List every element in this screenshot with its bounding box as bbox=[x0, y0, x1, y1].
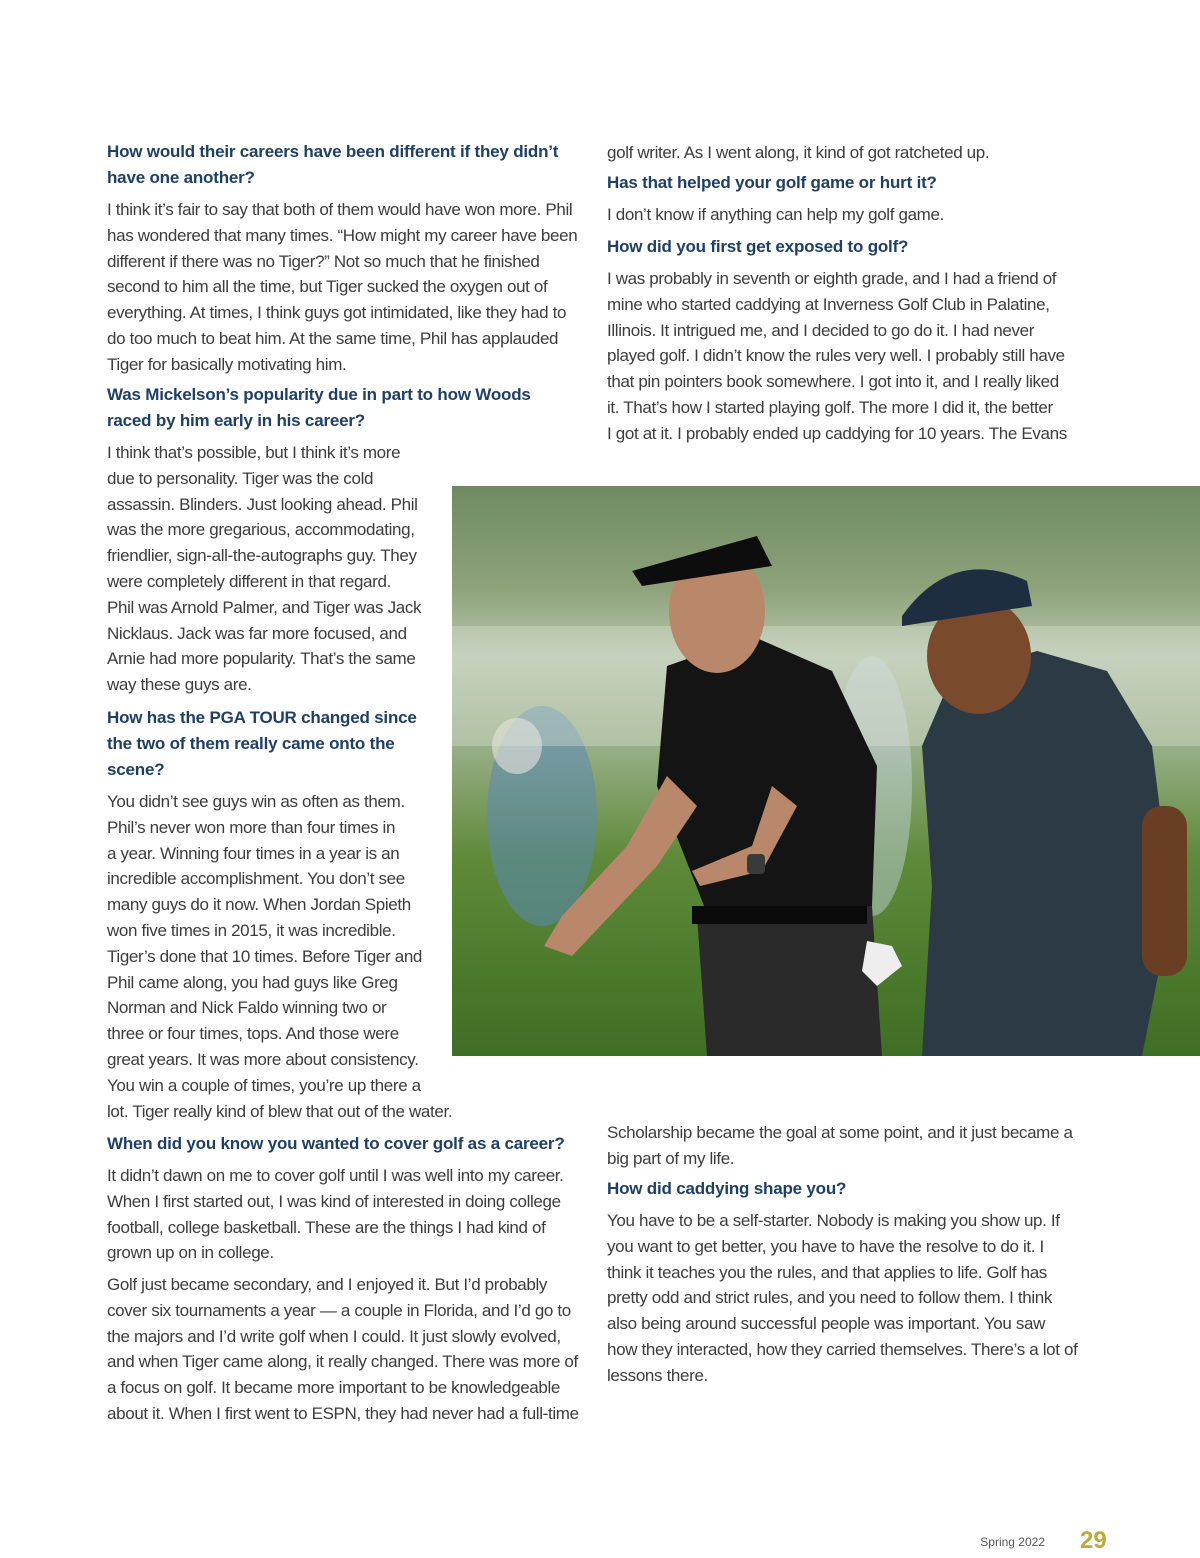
text-line: How has the PGA TOUR changed since bbox=[107, 708, 417, 727]
text-line: raced by him early in his career? bbox=[107, 411, 365, 430]
text-line: and when Tiger came along, it really changed. There was more of bbox=[107, 1352, 578, 1372]
text-line: incredible accomplishment. You don’t see bbox=[107, 869, 405, 889]
text-line: lot. Tiger really kind of blew that out of the water. bbox=[107, 1101, 453, 1121]
text-line: How did caddying shape you? bbox=[607, 1179, 847, 1198]
text-line: were completely different in that regard. bbox=[107, 571, 391, 591]
answer-golf-writer-continued bbox=[607, 140, 989, 166]
golfers-illustration bbox=[452, 486, 1200, 1056]
text-line: How did you first get exposed to golf? bbox=[607, 237, 909, 256]
text-line: mine who started caddying at Inverness Golf Club in Palatine, bbox=[607, 294, 1050, 314]
answer-evans-scholarship bbox=[607, 1120, 1073, 1172]
text-line: Nicklaus. Jack was far more focused, and bbox=[107, 623, 407, 643]
text-line: that pin pointers book somewhere. I got into it, and I really liked bbox=[607, 372, 1059, 392]
golfers-photo bbox=[452, 486, 1200, 1056]
text-line: I don’t know if anything can help my golf game. bbox=[607, 205, 944, 224]
text-line: football, college basketball. These are the things I had kind of bbox=[107, 1217, 546, 1237]
text-line: Tiger’s done that 10 times. Before Tiger and bbox=[107, 946, 423, 966]
text-line: a year. Winning four times in a year is an bbox=[107, 843, 400, 863]
text-line: played golf. I didn’t know the rules very well. I probably still have bbox=[607, 346, 1065, 366]
answer-helped-golf-game bbox=[607, 202, 944, 228]
text-line: how they interacted, how they carried themselves. There’s a lot of bbox=[607, 1339, 1078, 1359]
answer-careers-different bbox=[107, 197, 577, 378]
text-line: Has that helped your golf game or hurt it? bbox=[607, 173, 937, 192]
question-exposed-to-golf bbox=[607, 234, 908, 260]
text-line: was the more gregarious, accommodating, bbox=[107, 520, 415, 540]
answer-mickelson-popularity bbox=[107, 440, 421, 698]
text-line: Illinois. It intrigued me, and I decided to go do it. I had never bbox=[607, 320, 1035, 340]
text-line: big part of my life. bbox=[607, 1148, 735, 1168]
text-line: Phil came along, you had guys like Greg bbox=[107, 972, 398, 992]
text-line: the majors and I’d write golf when I could. It just slowly evolved, bbox=[107, 1326, 561, 1346]
text-line: cover six tournaments a year — a couple in Florida, and I’d go to bbox=[107, 1300, 571, 1320]
page-number: 29 bbox=[1080, 1527, 1107, 1554]
text-line: friendlier, sign-all-the-autographs guy. They bbox=[107, 546, 417, 566]
answer-pga-tour-changed bbox=[107, 789, 452, 1124]
text-line: the two of them really came onto the bbox=[107, 734, 395, 753]
text-line: Was Mickelson’s popularity due in part to how Woods bbox=[107, 385, 531, 404]
text-line: Tiger for basically motivating him. bbox=[107, 354, 347, 374]
text-line: Phil’s never won more than four times in bbox=[107, 817, 396, 837]
answer-golf-secondary bbox=[107, 1272, 579, 1427]
text-line: think it teaches you the rules, and that applies to life. Golf has bbox=[607, 1262, 1047, 1282]
question-caddying-shape bbox=[607, 1176, 846, 1202]
text-line: assassin. Blinders. Just looking ahead. Phil bbox=[107, 494, 418, 514]
question-pga-tour-changed bbox=[107, 705, 417, 783]
text-line: second to him all the time, but Tiger sucked the oxygen out of bbox=[107, 277, 548, 297]
text-line: Arnie had more popularity. That’s the same bbox=[107, 649, 416, 669]
text-line: pretty odd and strict rules, and you need to follow them. I think bbox=[607, 1288, 1053, 1308]
text-line: Norman and Nick Faldo winning two or bbox=[107, 998, 387, 1018]
text-line: way these guys are. bbox=[107, 675, 252, 695]
text-line: many guys do it now. When Jordan Spieth bbox=[107, 895, 411, 915]
text-line: lessons there. bbox=[607, 1365, 708, 1385]
text-line: Phil was Arnold Palmer, and Tiger was Jack bbox=[107, 597, 422, 617]
answer-caddying-shape bbox=[607, 1208, 1077, 1389]
text-line: a focus on golf. It became more important to be knowledgeable bbox=[107, 1378, 561, 1398]
text-line: When did you know you wanted to cover golf as a career? bbox=[107, 1134, 565, 1153]
text-line: How would their careers have been different if they didn’t bbox=[107, 142, 559, 161]
text-line: scene? bbox=[107, 760, 165, 779]
text-line: You have to be a self-starter. Nobody is making you show up. If bbox=[607, 1211, 1060, 1230]
question-careers-different bbox=[107, 139, 558, 191]
question-mickelson-popularity bbox=[107, 382, 531, 434]
answer-exposed-to-golf bbox=[607, 266, 1067, 447]
text-line: golf writer. As I went along, it kind of got ratcheted up. bbox=[607, 143, 990, 162]
text-line: It didn’t dawn on me to cover golf until I was well into my career. bbox=[107, 1166, 564, 1185]
text-line: I think it’s fair to say that both of them would have won more. Phil bbox=[107, 200, 573, 219]
text-line: You win a couple of times, you’re up there a bbox=[107, 1075, 421, 1095]
text-line: When I first started out, I was kind of interested in doing college bbox=[107, 1191, 561, 1211]
text-line: also being around successful people was important. You saw bbox=[607, 1314, 1046, 1334]
text-line: it. That’s how I started playing golf. The more I did it, the better bbox=[607, 397, 1053, 417]
text-line: you want to get better, you have to have the resolve to do it. I bbox=[607, 1236, 1044, 1256]
text-line: have one another? bbox=[107, 168, 255, 187]
text-line: I got at it. I probably ended up caddying for 10 years. The Evans bbox=[607, 423, 1067, 443]
text-line: grown up on in college. bbox=[107, 1243, 274, 1263]
text-line: due to personality. Tiger was the cold bbox=[107, 468, 374, 488]
text-line: about it. When I first went to ESPN, they had never had a full-time bbox=[107, 1403, 579, 1423]
text-line: won five times in 2015, it was incredible. bbox=[107, 920, 396, 940]
text-line: You didn’t see guys win as often as them. bbox=[107, 792, 405, 811]
text-line: I think that’s possible, but I think it’s more bbox=[107, 443, 401, 462]
text-line: everything. At times, I think guys got intimidated, like they had to bbox=[107, 303, 567, 323]
text-line: I was probably in seventh or eighth grade, and I had a friend of bbox=[607, 269, 1057, 288]
question-helped-golf-game bbox=[607, 170, 937, 196]
text-line: great years. It was more about consistency. bbox=[107, 1049, 419, 1069]
question-cover-golf-career bbox=[107, 1131, 565, 1157]
answer-cover-golf-career bbox=[107, 1163, 564, 1266]
issue-label: Spring 2022 bbox=[980, 1535, 1045, 1549]
text-line: different if there was no Tiger?” Not so much that he finished bbox=[107, 251, 540, 271]
text-line: three or four times, tops. And those were bbox=[107, 1024, 399, 1044]
text-line: Golf just became secondary, and I enjoyed it. But I’d probably bbox=[107, 1275, 548, 1294]
text-line: Scholarship became the goal at some point, and it just became a bbox=[607, 1123, 1073, 1142]
text-line: has wondered that many times. “How might my career have been bbox=[107, 225, 578, 245]
text-line: do too much to beat him. At the same time, Phil has applauded bbox=[107, 328, 559, 348]
